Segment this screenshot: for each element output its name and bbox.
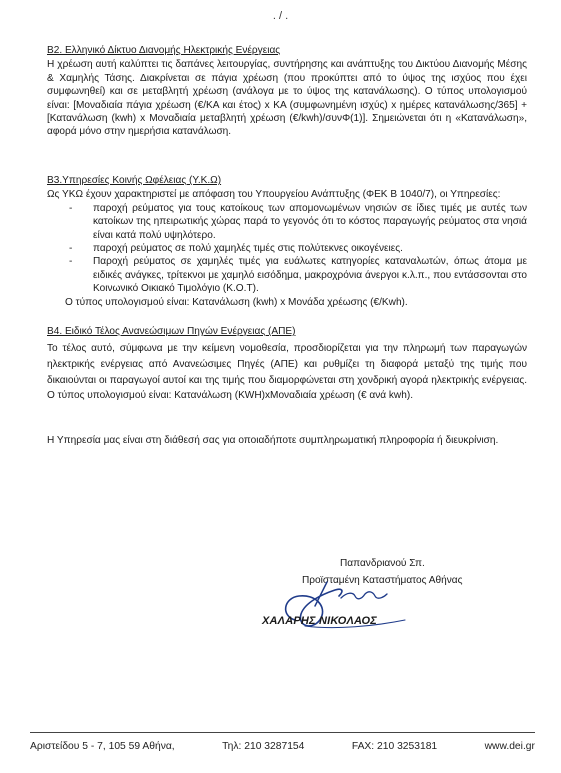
signer-title: Προϊσταμένη Καταστήματος Αθήνας (302, 575, 463, 586)
section-b4 (47, 325, 527, 404)
signer-name: Παπανδριανού Σπ. (340, 558, 425, 569)
section-b3-calc: Ο τύπος υπολογισμού είναι: Κατανάλωση (kwh) x Μονάδα χρέωσης (€/Kwh). (65, 296, 408, 308)
handwritten-signature (275, 576, 425, 636)
closing-text: Η Υπηρεσία μας είναι στη διάθεσή σας για οποιαδήποτε συμπληρωματική πληροφορία ή διευκρίνιση. (47, 435, 499, 446)
list-item-text: Παροχή ρεύματος σε χαμηλές τιμές για ευάλωτες κατηγορίες καταναλωτών, όπως άτομα με ειδικές ανάγκες, τρίτεκνοι με χαμηλό εισόδημα, μακροχρόνια άνεργοι κ.λ.π., που εντάσσονται στο Κοινωνικό Οικιακό Τιμολόγιο (Κ.Ο.Τ). (93, 256, 527, 295)
list-item-text: παροχή ρεύματος για τους κατοίκους των απομονωμένων νησιών σε ίδιες τιμές με αυτές των κατοίκων της ηπειρωτικής χώρας παρά το γεγονός ότι το κόστος παραγωγής ρεύματος στα νησιά είναι κατά πολύ υψηλότερο. (93, 202, 527, 241)
section-b3-list (47, 202, 527, 296)
list-item: - παροχή ρεύματος σε πολύ χαμηλές τιμές στις πολύτεκνες οικογένειες. (69, 243, 403, 255)
footer-phone: Τηλ: 210 3287154 (222, 741, 305, 752)
section-b2 (47, 44, 527, 139)
footer-divider (30, 732, 535, 733)
list-item: - Παροχή ρεύματος σε χαμηλές τιμές για ευάλωτες κατηγορίες καταναλωτών, όπως άτομα με ειδικές ανάγκες, τρίτεκνοι με χαμηλό εισόδημα, μακροχρόνια άνεργοι κ.λ.π., που εντάσσονται στο Κοινωνικό Οικιακό Τιμολόγιο (Κ.Ο.Τ). (69, 256, 527, 295)
section-b2-text: Η χρέωση αυτή καλύπτει τις δαπάνες λειτουργίας, συντήρησης και ανάπτυξης του Δικτύου Διανομής Μέσης & Χαμηλής Τάσης. Διακρίνεται σε πάγια χρέωση (που προκύπτει από το ύψος της ισχύος που έχει συμφωνηθεί) και σε μεταβλητή χρέωση (ανάλογα με το ύψος της κατανάλωσης). Ο τύπος υπολογισμού είναι: [Μοναδιαία πάγια χρέωση (€/ΚΑ και έτος) x KA (συμφωνημένη ισχύς) x ημέρες κατανάλωσης/365] + [Κατανάλωση (kwh) x Μοναδιαία μεταβλητή χρέωση (€/kwh)/συνΦ(1)]. Σημειώνεται ότι η «Κατανάλωση», αφορά μόνο στην ημερήσια κατανάλωση. (47, 59, 527, 138)
footer-website[interactable]: www.dei.gr (484, 741, 535, 752)
section-b4-text: Το τέλος αυτό, σύμφωνα με την κείμενη νομοθεσία, προσδιορίζεται για την πληρωμή των παραγωγών ηλεκτρικής ενέργειας από Ανανεώσιμες Πηγές (ΑΠΕ) και ρυθμίζει τη διαφορά μεταξύ της τιμής που δικαιούνται οι παραγωγοί αυτοί και της τιμής που διαμορφώνεται στη χονδρική αγορά ηλεκτρικής ενέργειας. Ο τύπος υπολογισμού είναι: Κατανάλωση (KWH)xΜοναδιαία χρέωση (€ ανά kwh). (47, 343, 527, 402)
section-b4-heading: Β4. Ειδικό Τέλος Ανανεώσιμων Πηγών Ενέργειας (ΑΠΕ) (47, 326, 296, 337)
page-marker: . / . (272, 10, 289, 22)
list-item-text: παροχή ρεύματος σε πολύ χαμηλές τιμές στις πολύτεκνες οικογένειες. (93, 243, 403, 255)
section-b3-heading: Β3.Υπηρεσίες Κοινής Ωφέλειας (Υ.Κ.Ω) (47, 175, 222, 186)
footer-address: Αριστείδου 5 - 7, 105 59 Αθήνα, (30, 741, 175, 752)
closing-note (47, 433, 527, 449)
footer (30, 741, 535, 752)
section-b3-intro: Ως ΥΚΩ έχουν χαρακτηριστεί με απόφαση του Υπουργείου Ανάπτυξης (ΦΕΚ Β 1040/7), οι Υπηρεσίες: (47, 189, 501, 201)
printed-name: ΧΑΛΑΡΗΣ ΝΙΚΟΛΑΟΣ (262, 615, 378, 627)
section-b2-heading: Β2. Ελληνικό Δίκτυο Διανομής Ηλεκτρικής Ενέργειας (47, 45, 281, 56)
list-item: - παροχή ρεύματος για τους κατοίκους των απομονωμένων νησιών σε ίδιες τιμές με αυτές των κατοίκων της ηπειρωτικής χώρας παρά το γεγονός ότι το κόστος παραγωγής ρεύματος στα νησιά είναι κατά πολύ υψηλότερο. (69, 202, 527, 241)
footer-fax: FAX: 210 3253181 (351, 741, 438, 752)
section-b3 (47, 174, 527, 309)
